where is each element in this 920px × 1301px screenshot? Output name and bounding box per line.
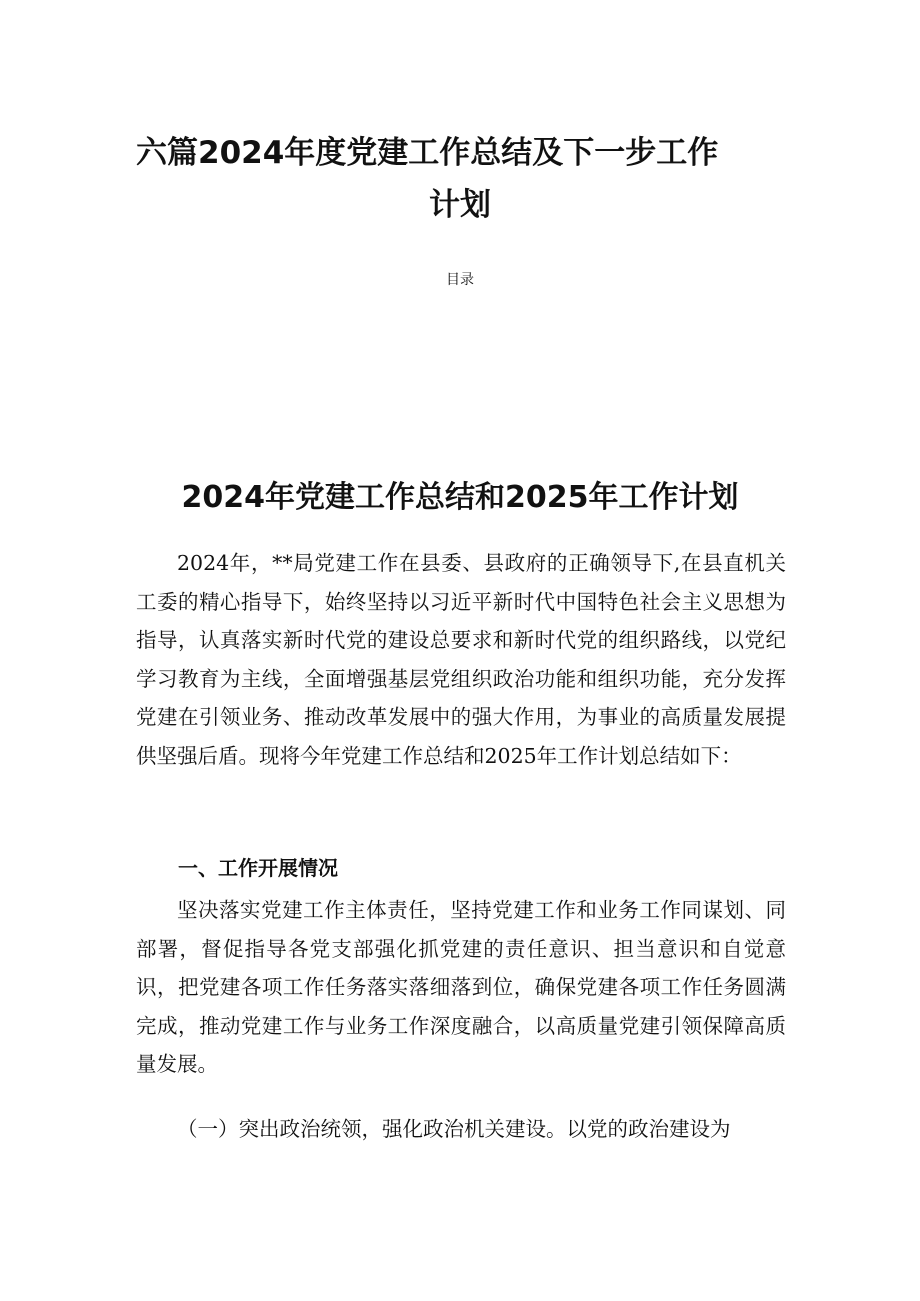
document-title-line-2: 计划 [429, 187, 491, 223]
section-title: 2024年党建工作总结和2025年工作计划 [181, 479, 739, 515]
intro-paragraph: 2024年，**局党建工作在县委、县政府的正确领导下,在县直机关工委的精心指导下，始终坚持以习近平新时代中国特色社会主义思想为指导，认真落实新时代党的建设总要求和新时代党的组织路线，以党纪学习教育为主线，全面增强基层党组织政治功能和组织功能，充分发挥党建在引领业务、推动改革发展中的强大作用，为事业的高质量发展提供坚强后盾。现将今年党建工作总结和2025年工作计划总结如下： [136, 551, 786, 768]
subsection-paragraph: （一）突出政治统领，强化政治机关建设。以党的政治建设为 [177, 1117, 731, 1141]
table-of-contents-label: 目录 [446, 272, 474, 288]
document-title-line-1: 六篇2024年度党建工作总结及下一步工作 [136, 135, 719, 171]
body-paragraph: 坚决落实党建工作主体责任，坚持党建工作和业务工作同谋划、同部署，督促指导各党支部强化抓党建的责任意识、担当意识和自觉意识，把党建各项工作任务落实落细落到位，确保党建各项工作任务圆满完成，推动党建工作与业务工作深度融合，以高质量党建引领保障高质量发展。 [136, 898, 786, 1077]
heading-work-progress: 一、工作开展情况 [178, 856, 338, 880]
